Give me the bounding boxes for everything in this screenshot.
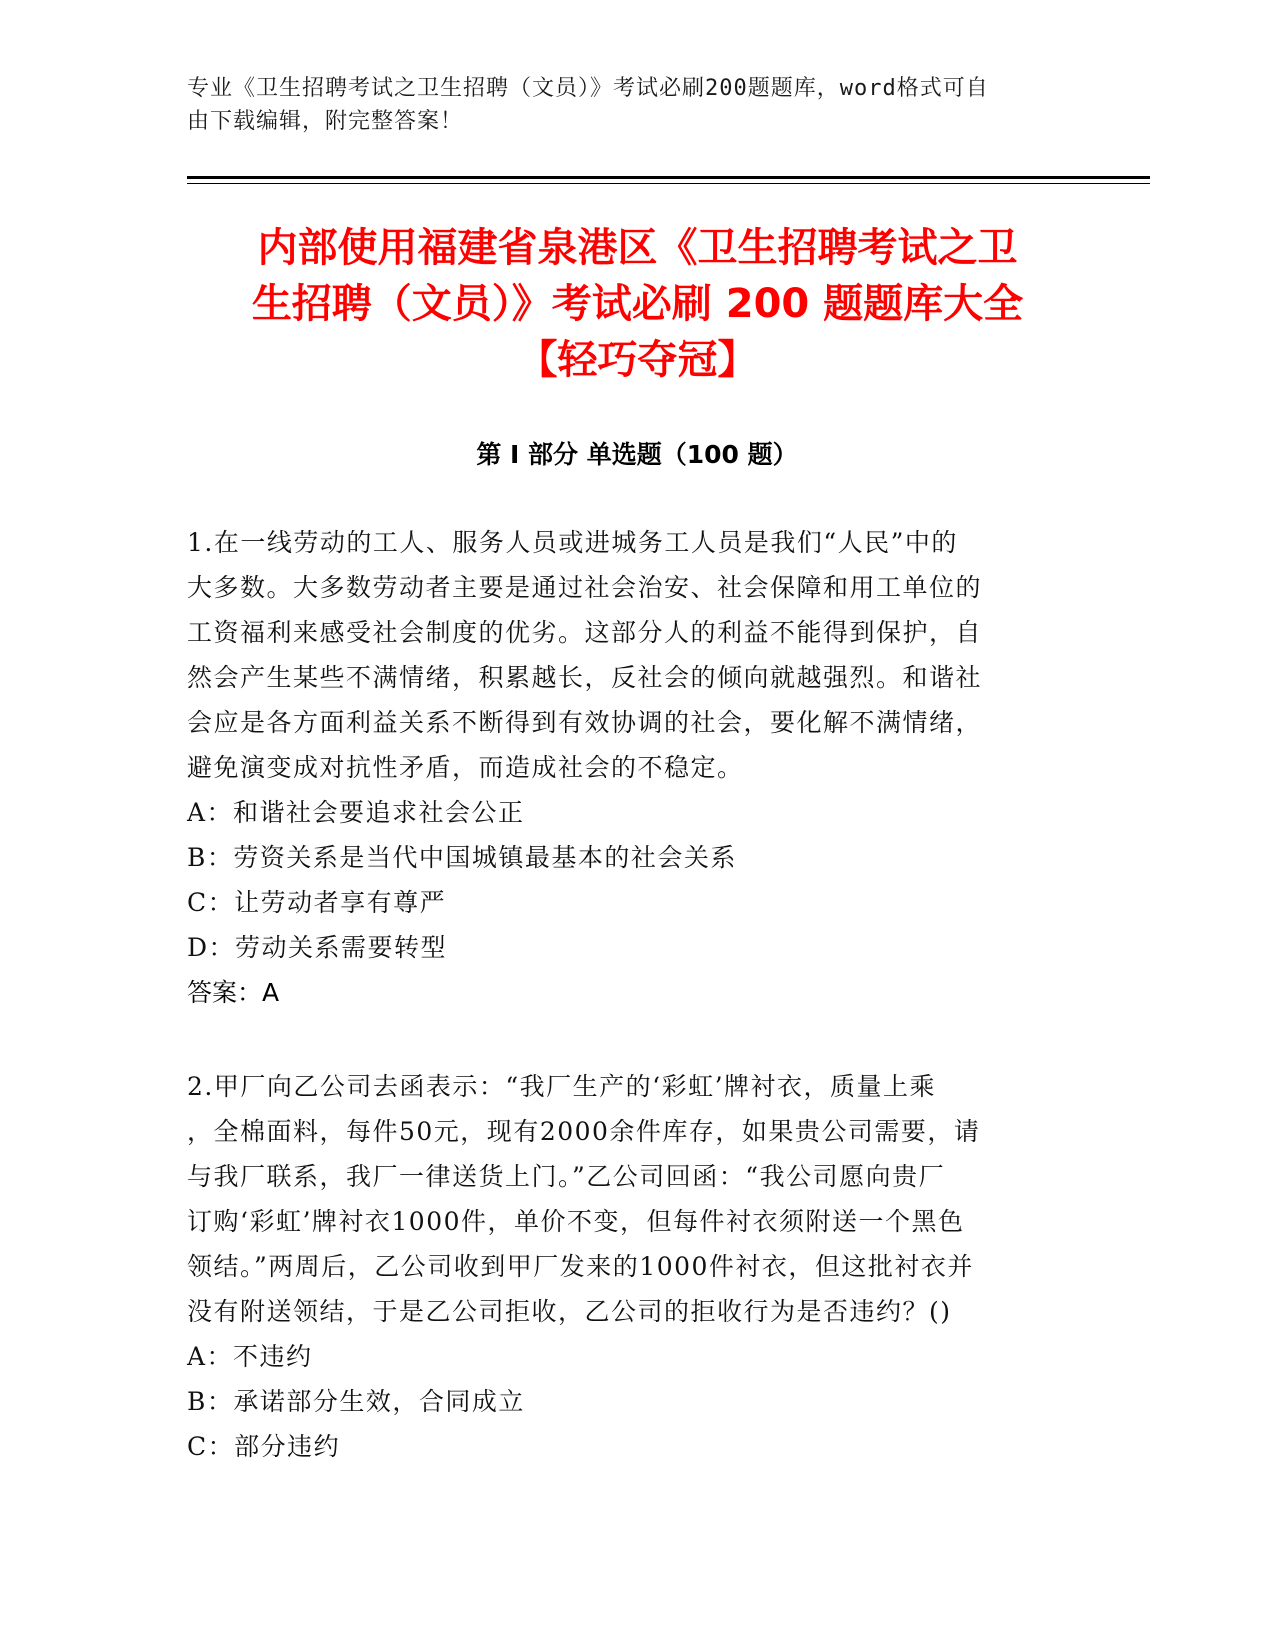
question-stem-line: 订购‘彩虹’牌衬衣1000件，单价不变，但每件衬衣须附送一个黑色 — [187, 1207, 965, 1236]
header-rule-thin — [187, 183, 1150, 184]
document-title — [150, 220, 1125, 388]
document-title-line: 【轻巧夺冠】 — [517, 337, 758, 383]
question-stem-line: 然会产生某些不满情绪，积累越长，反社会的倾向就越强烈。和谐社 — [187, 663, 983, 692]
question-stem — [187, 1064, 1067, 1334]
option-a: A：和谐社会要追求社会公正 — [187, 798, 525, 827]
header-rule-thick — [187, 176, 1150, 179]
option-d: D：劳动关系需要转型 — [187, 933, 448, 962]
header-note-line: 由下载编辑，附完整答案！ — [187, 109, 464, 134]
header-note — [187, 72, 1067, 138]
header-note-line: 专业《卫生招聘考试之卫生招聘（文员）》考试必刷200题题库，word格式可自 — [187, 76, 989, 101]
question-stem-line: 与我厂联系，我厂一律送货上门。”乙公司回函：“我公司愿向贵厂 — [187, 1162, 946, 1191]
question-stem-line: 避免演变成对抗性矛盾，而造成社会的不稳定。 — [187, 753, 744, 782]
document-title-line: 生招聘（文员）》考试必刷 200 题题库大全 — [251, 281, 1024, 327]
section-title: 第 I 部分 单选题（100 题） — [476, 440, 798, 469]
option-b: B：承诺部分生效，合同成立 — [187, 1387, 525, 1416]
question-stem-line: 会应是各方面利益关系不断得到有效协调的社会，要化解不满情绪， — [187, 708, 983, 737]
question-stem-line: 大多数。大多数劳动者主要是通过社会治安、社会保障和用工单位的 — [187, 573, 983, 602]
question-stem-line: 没有附送领结，于是乙公司拒收，乙公司的拒收行为是否违约？() — [187, 1297, 952, 1326]
option-c: C：让劳动者享有尊严 — [187, 888, 447, 917]
question-stem-line: 工资福利来感受社会制度的优劣。这部分人的利益不能得到保护，自 — [187, 618, 983, 647]
question-stem-line: 2.甲厂向乙公司去函表示：“我厂生产的‘彩虹’牌衬衣，质量上乘 — [187, 1072, 937, 1101]
question-stem-line: 1.在一线劳动的工人、服务人员或进城务工人员是我们“人民”中的 — [187, 528, 958, 557]
answer-label: 答案：A — [187, 978, 280, 1007]
option-c: C：部分违约 — [187, 1432, 341, 1461]
question-1 — [187, 520, 1067, 1015]
document-title-line: 内部使用福建省泉港区《卫生招聘考试之卫 — [257, 225, 1018, 271]
question-stem — [187, 520, 1067, 790]
question-2 — [187, 1064, 1067, 1469]
option-b: B：劳资关系是当代中国城镇最基本的社会关系 — [187, 843, 737, 872]
question-stem-line: 领结。”两周后，乙公司收到甲厂发来的1000件衬衣，但这批衬衣并 — [187, 1252, 974, 1281]
question-stem-line: ，全棉面料，每件50元，现有2000余件库存，如果贵公司需要，请 — [187, 1117, 981, 1146]
option-a: A：不违约 — [187, 1342, 313, 1371]
